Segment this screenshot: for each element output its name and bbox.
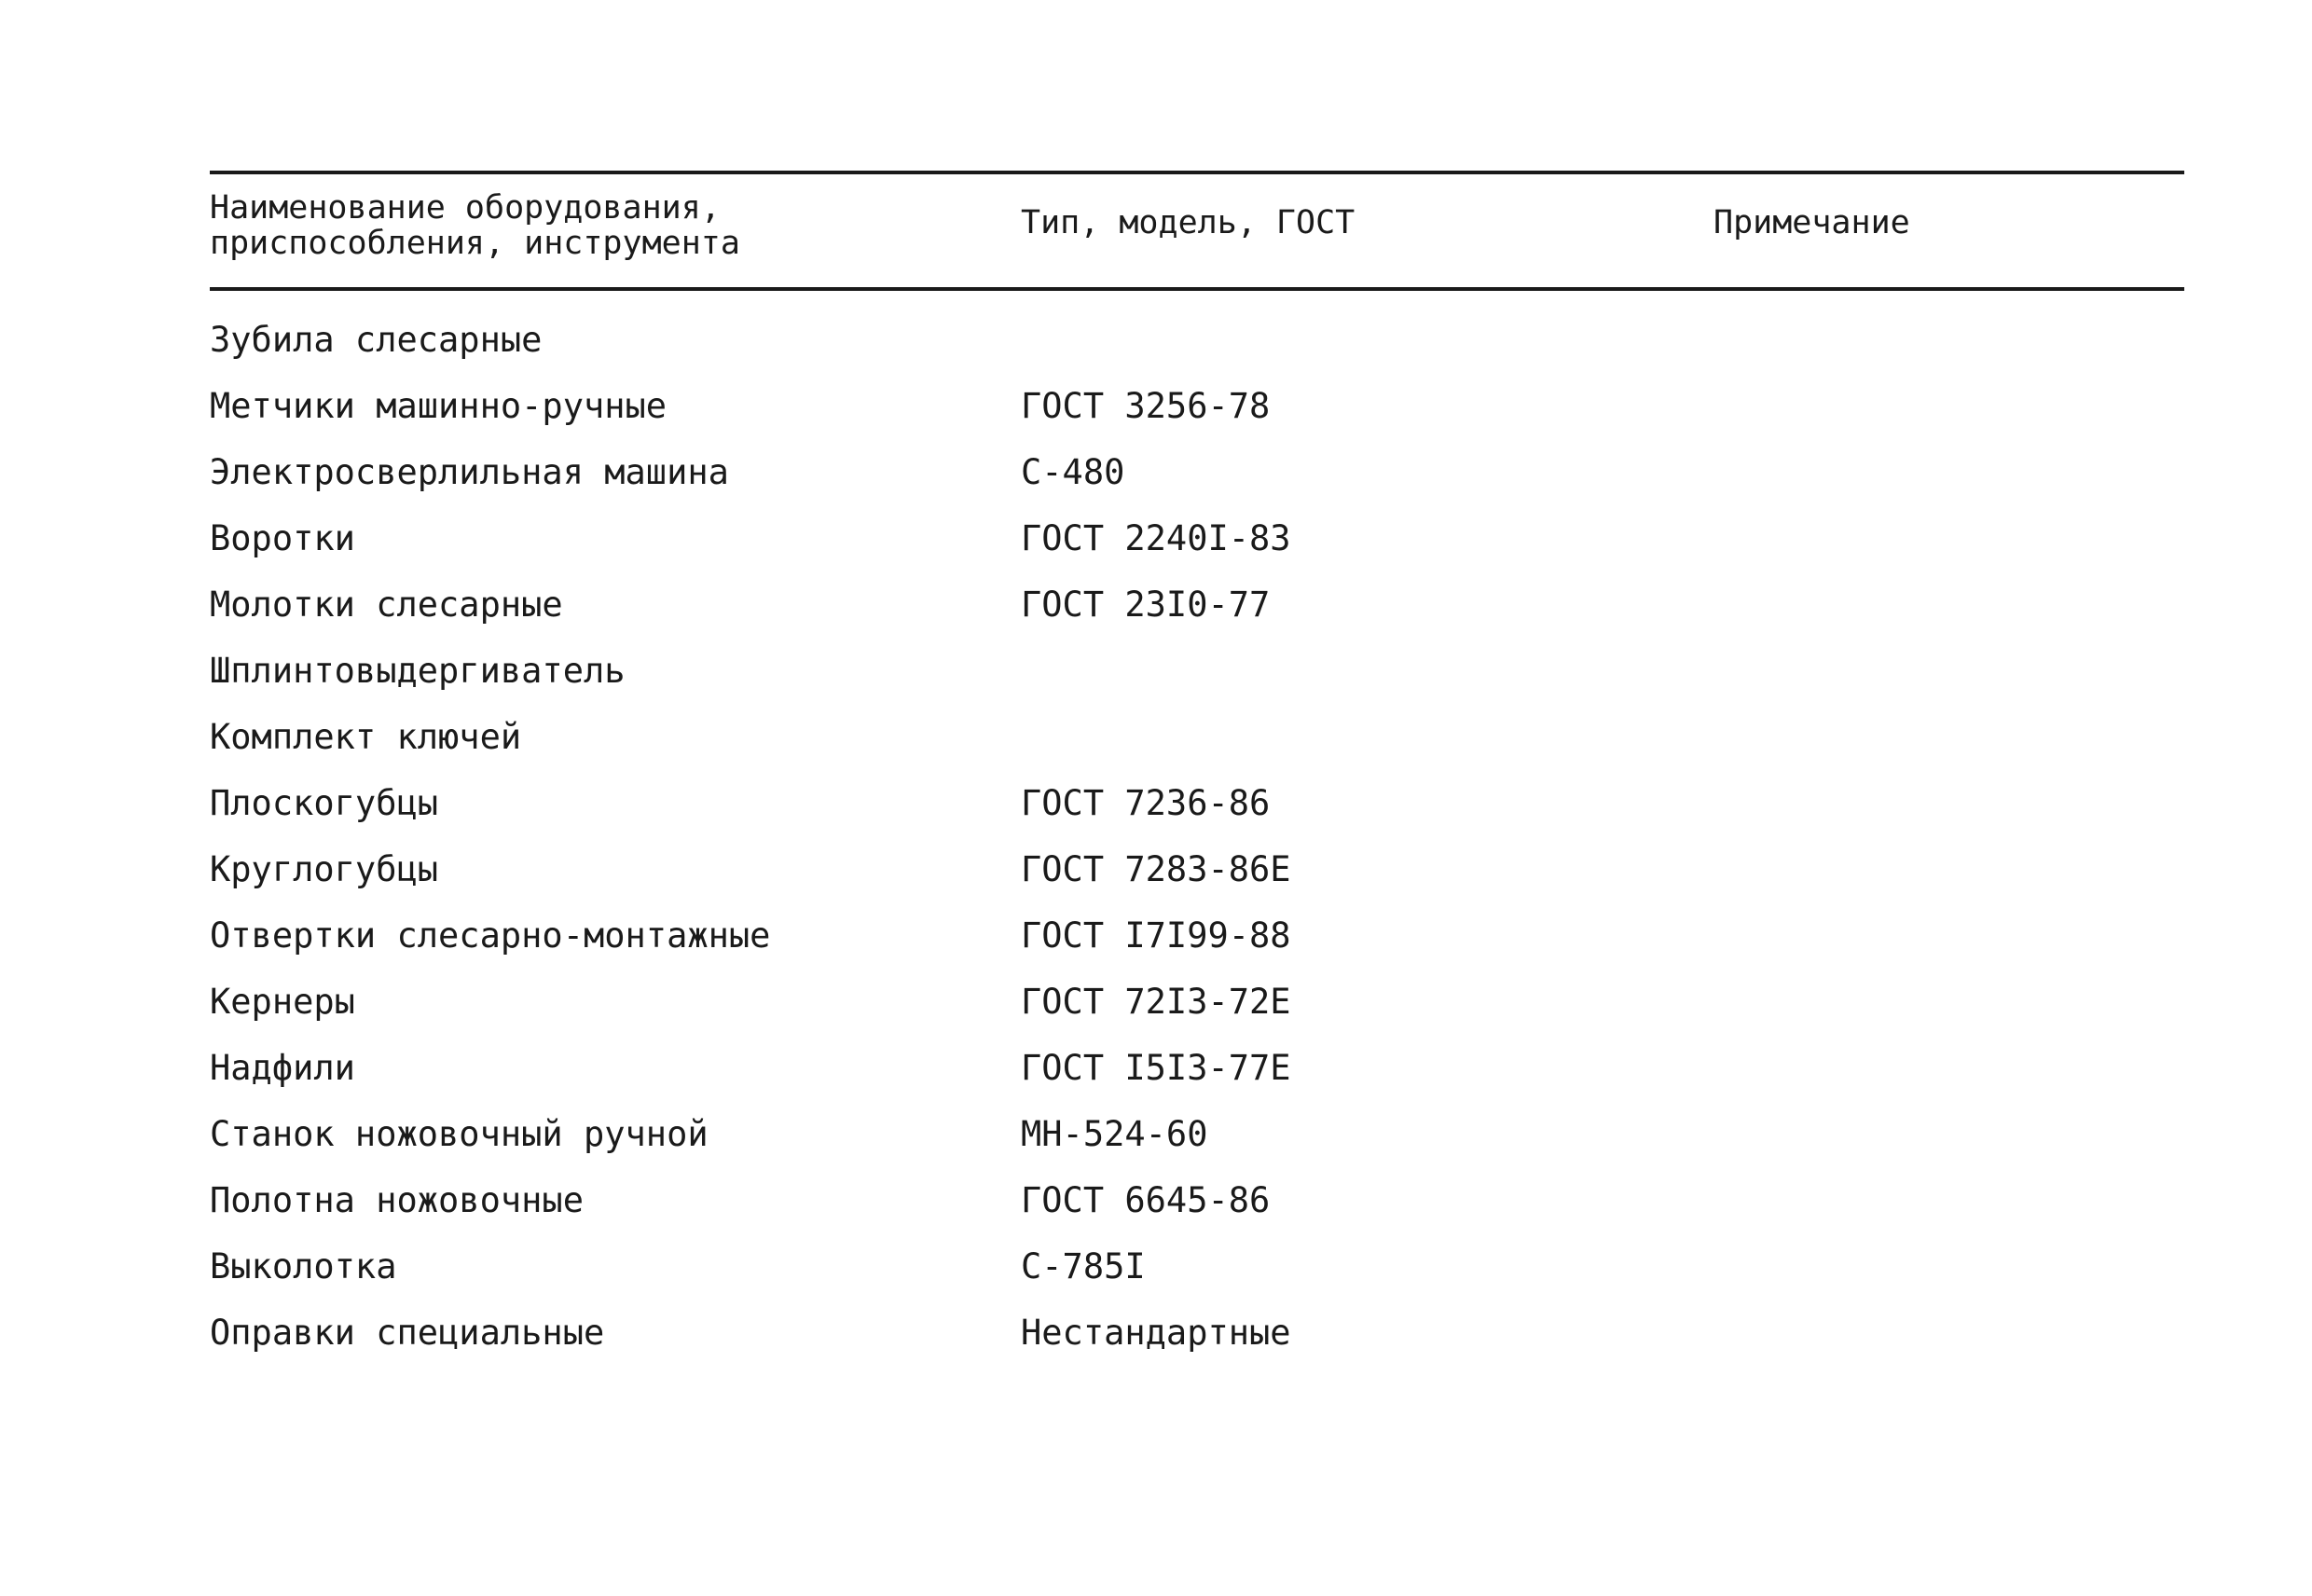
table-row: [0, 846, 2312, 913]
table-body: [0, 317, 2312, 1376]
type-model-gost-cell: ГОСТ 2240I-83: [1021, 518, 1291, 558]
equipment-name-cell: Кернеры: [210, 982, 355, 1022]
equipment-name-cell: Электросверлильная машина: [210, 452, 729, 492]
equipment-name-cell: Плоскогубцы: [210, 783, 439, 823]
type-model-gost-cell: МН-524-60: [1021, 1114, 1208, 1154]
equipment-name-cell: Шплинтовыдергиватель: [210, 651, 626, 691]
table-row: [0, 714, 2312, 780]
table-row: [0, 648, 2312, 714]
equipment-name-cell: Молотки слесарные: [210, 585, 563, 625]
type-model-gost-cell: ГОСТ 72I3-72Е: [1021, 982, 1291, 1022]
table-row: [0, 1045, 2312, 1111]
header-note: Примечание: [1713, 204, 1910, 241]
table-row: [0, 1310, 2312, 1376]
header-equipment-name-line2: приспособления, инструмента: [210, 225, 740, 262]
equipment-name-cell: Выколотка: [210, 1246, 397, 1286]
header-type-model-gost: Тип, модель, ГОСТ: [1021, 204, 1356, 241]
table-row: [0, 780, 2312, 846]
header-equipment-name: [210, 190, 740, 261]
table-row: [0, 516, 2312, 582]
equipment-name-cell: Круглогубцы: [210, 849, 439, 889]
table-row: [0, 913, 2312, 979]
header-equipment-name-line1: Наименование оборудования,: [210, 189, 721, 227]
table-row: [0, 979, 2312, 1045]
equipment-name-cell: Комплект ключей: [210, 717, 522, 757]
equipment-name-cell: Станок ножовочный ручной: [210, 1114, 709, 1154]
table-row: [0, 582, 2312, 648]
table-row: [0, 449, 2312, 516]
table-row: [0, 1111, 2312, 1177]
table-row: [0, 317, 2312, 383]
table-row: [0, 383, 2312, 449]
equipment-name-cell: Оправки специальные: [210, 1313, 605, 1353]
table-top-rule: [210, 171, 2184, 174]
equipment-name-cell: Надфили: [210, 1048, 355, 1088]
table-row: [0, 1177, 2312, 1244]
equipment-name-cell: Воротки: [210, 518, 355, 558]
type-model-gost-cell: С-785I: [1021, 1246, 1146, 1286]
type-model-gost-cell: ГОСТ 23I0-77: [1021, 585, 1271, 625]
type-model-gost-cell: Нестандартные: [1021, 1313, 1291, 1353]
type-model-gost-cell: ГОСТ 3256-78: [1021, 386, 1271, 426]
type-model-gost-cell: ГОСТ 7283-86Е: [1021, 849, 1291, 889]
type-model-gost-cell: ГОСТ I7I99-88: [1021, 915, 1291, 956]
equipment-name-cell: Зубила слесарные: [210, 320, 543, 360]
type-model-gost-cell: ГОСТ I5I3-77Е: [1021, 1048, 1291, 1088]
equipment-name-cell: Метчики машинно-ручные: [210, 386, 667, 426]
table-header-rule: [210, 287, 2184, 291]
type-model-gost-cell: С-480: [1021, 452, 1125, 492]
equipment-name-cell: Полотна ножовочные: [210, 1180, 584, 1220]
type-model-gost-cell: ГОСТ 6645-86: [1021, 1180, 1271, 1220]
table-row: [0, 1244, 2312, 1310]
equipment-name-cell: Отвертки слесарно-монтажные: [210, 915, 771, 956]
type-model-gost-cell: ГОСТ 7236-86: [1021, 783, 1271, 823]
